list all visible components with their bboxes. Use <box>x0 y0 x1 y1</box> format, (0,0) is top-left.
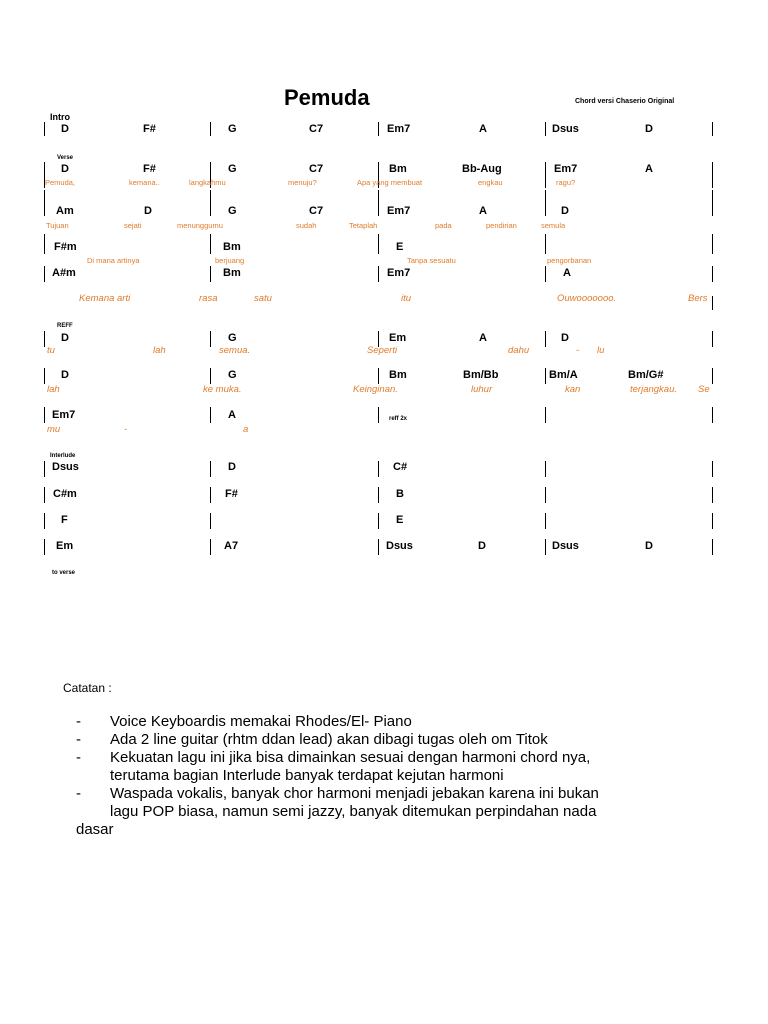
bullet-dash: - <box>76 731 81 748</box>
lyric: lah <box>153 345 166 356</box>
bullet-dash: - <box>76 785 81 802</box>
barline <box>378 266 379 282</box>
barline <box>378 461 379 477</box>
barline <box>210 407 211 423</box>
lyric: engkau <box>478 178 503 187</box>
section-verse-label: Verse <box>57 155 74 161</box>
lyric: a <box>243 424 249 435</box>
chord: D <box>645 123 653 135</box>
chord: Dsus <box>386 540 413 552</box>
barline <box>712 539 713 555</box>
barline <box>210 513 211 529</box>
chord: D <box>478 540 486 552</box>
barline <box>545 461 546 477</box>
lyric: pengorbanan <box>547 256 592 265</box>
lyric: ke muka. <box>203 384 242 395</box>
chord: D <box>228 461 236 473</box>
bullet-dash: - <box>76 713 81 730</box>
lyric: Keinginan. <box>353 384 398 395</box>
lyric: menunggumu <box>177 221 223 230</box>
section-to-verse-label: to verse <box>52 570 76 576</box>
barline <box>545 234 546 254</box>
barline <box>545 407 546 423</box>
lyric: Tujuan <box>46 221 69 230</box>
chord: G <box>228 205 237 217</box>
barline <box>44 487 45 503</box>
lyric: luhur <box>471 384 493 395</box>
barline <box>378 513 379 529</box>
barline <box>44 234 45 254</box>
section-reff-2x-label: reff 2x <box>389 416 408 422</box>
lyric: Ouwooooooo. <box>557 293 617 304</box>
lyric: tu <box>47 345 55 356</box>
lyric: Di mana artinya <box>87 256 140 265</box>
lyric: ragu? <box>556 178 576 187</box>
section-intro-label: Intro <box>50 112 70 122</box>
lyric: dahu <box>508 345 530 356</box>
barline <box>210 234 211 254</box>
chord: Bb-Aug <box>462 163 502 175</box>
barline <box>378 234 379 254</box>
chord: F# <box>225 488 238 500</box>
chord: C7 <box>309 123 324 135</box>
barline <box>545 266 546 282</box>
barline <box>378 122 379 136</box>
note-line: Kekuatan lagu ini jika bisa dimainkan sesuai dengan harmoni chord nya, <box>110 749 591 766</box>
barline <box>712 513 713 529</box>
lyric: mu <box>47 424 61 435</box>
barline <box>210 122 211 136</box>
chord: Em7 <box>387 123 411 135</box>
song-title: Pemuda <box>284 85 370 110</box>
barline <box>545 539 546 555</box>
lyric: Pemuda, <box>45 178 76 187</box>
chord: Dsus <box>552 123 579 135</box>
barline <box>44 368 45 384</box>
chord: Am <box>56 205 74 217</box>
barline <box>545 487 546 503</box>
barline <box>545 122 546 136</box>
lyric: Bers <box>688 293 708 304</box>
chord: A <box>479 205 487 217</box>
lyric: sejati <box>124 221 142 230</box>
lyric: Tanpa sesuatu <box>407 256 456 265</box>
lyric: - <box>576 345 580 356</box>
chord: F# <box>143 163 156 175</box>
note-line: Ada 2 line guitar (rhtm ddan lead) akan dibagi tugas oleh om Titok <box>110 731 548 748</box>
lyric: pada <box>435 221 452 230</box>
chord: E <box>396 514 404 526</box>
chord: Bm <box>389 163 407 175</box>
chord: G <box>228 332 237 344</box>
lyric: Seperti <box>367 345 398 356</box>
lyric: Apa yang membuat <box>357 178 423 187</box>
lyric: - <box>124 424 128 435</box>
barline <box>44 513 45 529</box>
barline <box>210 331 211 347</box>
chord: Bm/Bb <box>463 369 499 381</box>
section-interlude-label: Interlude <box>50 453 76 459</box>
lyric: menuju? <box>288 178 317 187</box>
lyric: langkahmu <box>189 178 226 187</box>
barline <box>712 190 713 216</box>
barline <box>378 190 379 216</box>
note-line: dasar <box>76 821 114 838</box>
lyric: kemana.. <box>129 178 160 187</box>
barline <box>210 266 211 282</box>
chord: Bm <box>223 267 241 279</box>
chord: Bm <box>223 241 241 253</box>
barline <box>210 539 211 555</box>
chord: A <box>563 267 571 279</box>
chord: G <box>228 123 237 135</box>
lyric: pendirian <box>486 221 517 230</box>
barline <box>712 234 713 254</box>
barline <box>545 368 546 384</box>
barline <box>712 407 713 423</box>
barline <box>712 296 713 310</box>
chord: Bm/A <box>549 369 578 381</box>
barline <box>44 190 45 216</box>
notes-label: Catatan : <box>63 681 112 695</box>
barline <box>44 407 45 423</box>
barline <box>712 266 713 282</box>
note-line: Voice Keyboardis memakai Rhodes/El- Piano <box>110 713 412 730</box>
chord: A <box>228 409 236 421</box>
chord: F# <box>143 123 156 135</box>
barline <box>712 122 713 136</box>
barline <box>210 487 211 503</box>
section-reff-label: REFF <box>57 323 73 329</box>
barline <box>378 487 379 503</box>
chord: B <box>396 488 404 500</box>
lyric: Tetaplah <box>349 221 378 230</box>
barline <box>44 539 45 555</box>
chord: A <box>645 163 653 175</box>
lyric: lu <box>597 345 605 356</box>
lyric: semua. <box>219 345 251 356</box>
bullet-dash: - <box>76 749 81 766</box>
chord: E <box>396 241 404 253</box>
barline <box>44 266 45 282</box>
chord: Em <box>389 332 407 344</box>
chord: D <box>144 205 152 217</box>
chord-version-note: Chord versi Chaserio Original <box>575 98 675 105</box>
lyric: itu <box>401 293 412 304</box>
chord: Bm/G# <box>628 369 664 381</box>
chord: Bm <box>389 369 407 381</box>
lyric: Kemana arti <box>79 293 131 304</box>
chord: C7 <box>309 163 324 175</box>
barline <box>545 331 546 347</box>
chord: C#m <box>53 488 77 500</box>
chord: D <box>645 540 653 552</box>
chord: Em7 <box>387 205 411 217</box>
barline <box>712 368 713 384</box>
lyric: satu <box>254 293 272 304</box>
note-line: Waspada vokalis, banyak chor harmoni menjadi jebakan karena ini bukan <box>110 785 599 802</box>
chord: D <box>61 369 69 381</box>
chord: D <box>61 332 69 344</box>
lyric: rasa <box>199 293 218 304</box>
barline <box>378 407 379 423</box>
chord: Dsus <box>552 540 579 552</box>
chord: A7 <box>224 540 239 552</box>
chord: Em7 <box>387 267 411 279</box>
barline <box>210 368 211 384</box>
chord: Em7 <box>52 409 76 421</box>
barline <box>712 461 713 477</box>
chord: Em <box>56 540 74 552</box>
chord: D <box>561 332 569 344</box>
lyric: sudah <box>296 221 317 230</box>
lyric: semula <box>541 221 566 230</box>
chord: F#m <box>54 241 77 253</box>
lyric: kan <box>565 384 581 395</box>
chord: G <box>228 369 237 381</box>
barline <box>210 461 211 477</box>
lyric: terjangkau. <box>630 384 678 395</box>
chord: D <box>561 205 569 217</box>
chord: A#m <box>52 267 76 279</box>
chord: A <box>479 332 487 344</box>
barline <box>545 513 546 529</box>
barline <box>44 122 45 136</box>
barline <box>44 461 45 477</box>
barline <box>545 162 546 188</box>
barline <box>712 487 713 503</box>
chord: Em7 <box>554 163 578 175</box>
chord: D <box>61 163 69 175</box>
barline <box>44 331 45 347</box>
barline <box>545 190 546 216</box>
barline <box>378 368 379 384</box>
note-line: terutama bagian Interlude banyak terdapat kejutan harmoni <box>110 767 504 784</box>
chord: G <box>228 163 237 175</box>
lyric: lah <box>47 384 60 395</box>
chord: Dsus <box>52 461 79 473</box>
chord: D <box>61 123 69 135</box>
chord: A <box>479 123 487 135</box>
lyric: berjuang <box>215 256 245 265</box>
barline <box>712 162 713 188</box>
barline <box>378 539 379 555</box>
chord: F <box>61 514 68 526</box>
lyric: Se <box>698 384 710 395</box>
barline <box>712 331 713 347</box>
chord: C# <box>393 461 408 473</box>
barline <box>210 190 211 216</box>
note-line: lagu POP biasa, namun semi jazzy, banyak ditemukan perpindahan nada <box>110 803 597 820</box>
chord: C7 <box>309 205 324 217</box>
